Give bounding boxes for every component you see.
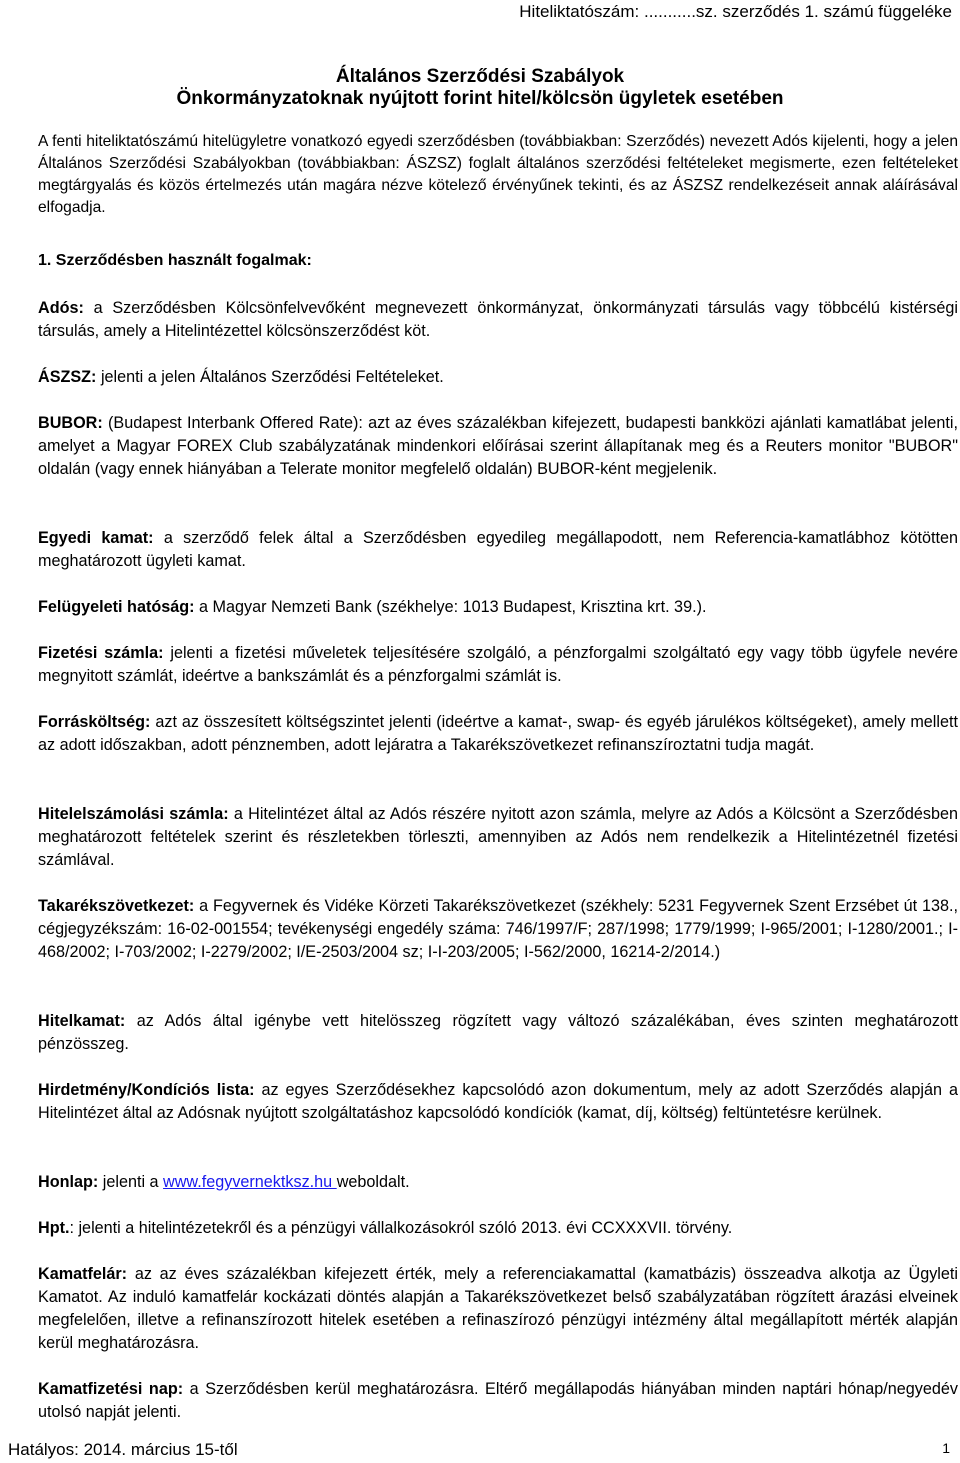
- page-number: 1: [942, 1440, 950, 1456]
- definition-text: az egyes Szerződésekhez kapcsolódó azon dokumentum, mely az adott Szerződés alapján a Hitelintézet által az Adósnak nyújtott szolgáltatáshoz kapcsolódó kondíciók (kamat, díj, költség) feltüntetésre kerülnek.: [38, 1081, 958, 1122]
- definition-text: azt az összesített költségszintet jelenti (ideértve a kamat-, swap- és egyéb járulékos költségeket), amely mellett az adott időszakban, adott pénznemben, adott lejáratra a Takarékszövetkezet refinanszíroztatni tudja magát.: [38, 713, 958, 754]
- definition-text: az az éves százalékban kifejezett érték, mely a referenciakamattal (kamatbázis) összeadva alkotja az Ügyleti Kamatot. Az induló kamatfelár kockázati döntés alapján a Takarékszövetkezet belső szabályzatában rögzített árazási elveinek megfelelően, illetve a refinanszírozott hitelek esetében a refinaszírozó pénzügyi intézmény által megállapított mérték alapján kerül meghatározásra.: [38, 1265, 958, 1352]
- website-link[interactable]: www.fegyvernektksz.hu: [163, 1173, 337, 1191]
- definition-fizetesi-szamla: [38, 642, 958, 711]
- definition-text: jelenti a fizetési műveletek teljesítésére szolgáló, a pénzforgalmi szolgáltató egy vagy több ügyfele nevére megnyitott számlát, ideértve a bankszámlát és a pénzforgalmi számlát is.: [38, 644, 958, 685]
- definition-term: Forrásköltség:: [38, 713, 151, 731]
- definition-term: Kamatfizetési nap:: [38, 1380, 184, 1398]
- definition-text: a Fegyvernek és Vidéke Körzeti Takarékszövetkezet (székhely: 5231 Fegyvernek Szent Erzsébet út 138., cégjegyzékszám: 16-02-001554; tevékenységi engedély száma: 746/1997/F; 287/1998; 1779/1999; I-965/2001; I-1280/2001.; I-468/2002; I-703/2002; I-2279/2002; I/E-2503/2004 sz; I-I-203/2005; I-562/2000, 16214-2/2014.): [38, 897, 958, 961]
- title-block: [0, 66, 960, 110]
- definition-kamatfizetesi-nap: [38, 1378, 958, 1424]
- definition-hitelelszamolasi-szamla: [38, 803, 958, 895]
- definition-text: a Magyar Nemzeti Bank (székhelye: 1013 Budapest, Krisztina krt. 39.).: [194, 598, 707, 616]
- definition-text: a Szerződésben Kölcsönfelvevőként megnevezett önkormányzat, önkormányzati társulás vagy többcélú kistérségi társulás, amely a Hitelintézettel kölcsönszerződést köt.: [38, 299, 958, 340]
- section-heading: 1. Szerződésben használt fogalmak:: [38, 252, 312, 269]
- definition-honlap: [38, 1171, 958, 1217]
- definition-text: a Szerződésben kerül meghatározásra. Eltérő megállapodás hiányában minden naptári hónap/negyedév utolsó napját jelenti.: [38, 1380, 958, 1421]
- definition-takarekszovetkezet: [38, 895, 958, 1010]
- definition-term: Egyedi kamat:: [38, 529, 154, 547]
- definition-hitelkamat: [38, 1010, 958, 1079]
- definition-term: Takarékszövetkezet:: [38, 897, 195, 915]
- definition-forraskoltseg: [38, 711, 958, 803]
- definition-term: Hitelelszámolási számla:: [38, 805, 229, 823]
- definition-aszsz: [38, 366, 958, 412]
- definition-hpt: [38, 1217, 958, 1263]
- definition-egyedi-kamat: [38, 527, 958, 596]
- document-title: Általános Szerződési Szabályok: [335, 66, 625, 87]
- definition-text: (Budapest Interbank Offered Rate): azt az éves százalékban kifejezett, budapesti bankközi ajánlati kamatlábat jelenti, amelyet a Magyar FOREX Club szabályzatának mindenkori előírásai szerint állapítanak meg és a Reuters monitor "BUBOR" oldalán (vagy ennek hiányában a Telerate monitor megfelelő oldalán) BUBOR-ként megjelenik.: [38, 414, 958, 478]
- document-subtitle: Önkormányzatoknak nyújtott forint hitel/kölcsön ügyletek esetében: [176, 88, 784, 109]
- definition-text: : jelenti a hitelintézetekről és a pénzügyi vállalkozásokról szóló 2013. évi CCXXXVII. törvény.: [69, 1219, 733, 1237]
- definitions-list: [38, 297, 958, 1424]
- definition-text: a Hitelintézet által az Adós részére nyitott azon számla, melyre az Adós a Kölcsönt a Szerződésben meghatározott feltételek szerint és részletekben törleszti, amennyiben az Adós nem rendelkezik a Hitelintézetnél fizetési számlával.: [38, 805, 958, 869]
- definition-kamatfelar: [38, 1263, 958, 1378]
- definition-adosok: [38, 297, 958, 366]
- definition-text: jelenti a: [98, 1173, 164, 1191]
- intro-paragraph: A fenti hiteliktatószámú hitelügyletre vonatkozó egyedi szerződésben (továbbiakban: Szerződés) nevezett Adós kijelenti, hogy a jelen Általános Szerződési Szabályokban (továbbiakban: ÁSZSZ) foglalt általános szerződési feltételeket megismerte, ezen feltételeket megtárgyalás és közös értelmezés után magára nézve kötelező érvényűnek tekinti, és az ÁSZSZ rendelkezéseit annak aláírásával elfogadja.: [38, 133, 958, 216]
- definition-term: Kamatfelár:: [38, 1265, 128, 1283]
- definition-term: BUBOR:: [38, 414, 103, 432]
- effective-date: Hatályos: 2014. március 15-től: [8, 1440, 238, 1459]
- definition-hirdetmeny: [38, 1079, 958, 1171]
- definition-term: Hirdetmény/Kondíciós lista:: [38, 1081, 255, 1099]
- definition-bubor: [38, 412, 958, 527]
- definition-term: Hpt.: [38, 1219, 70, 1237]
- definition-term: Felügyeleti hatóság:: [38, 598, 195, 616]
- definition-term: Honlap:: [38, 1173, 99, 1191]
- definition-term: ÁSZSZ:: [38, 368, 97, 386]
- definition-text: a szerződő felek által a Szerződésben egyedileg megállapodott, nem Referencia-kamatlábhoz kötötten meghatározott ügyleti kamat.: [38, 529, 958, 570]
- definition-term: Hitelkamat:: [38, 1012, 126, 1030]
- document-reference: Hiteliktatószám: ...........sz. szerződés 1. számú függeléke: [519, 2, 952, 21]
- definition-text: weboldalt.: [336, 1173, 410, 1191]
- definition-text: jelenti a jelen Általános Szerződési Feltételeket.: [96, 368, 444, 386]
- definition-text: az Adós által igénybe vett hitelösszeg rögzített vagy változó százalékában, éves szinten meghatározott pénzösszeg.: [38, 1012, 958, 1053]
- definition-felugyeleti-hatosag: [38, 596, 958, 642]
- definition-term: Fizetési számla:: [38, 644, 164, 662]
- definition-term: Adós:: [38, 299, 84, 317]
